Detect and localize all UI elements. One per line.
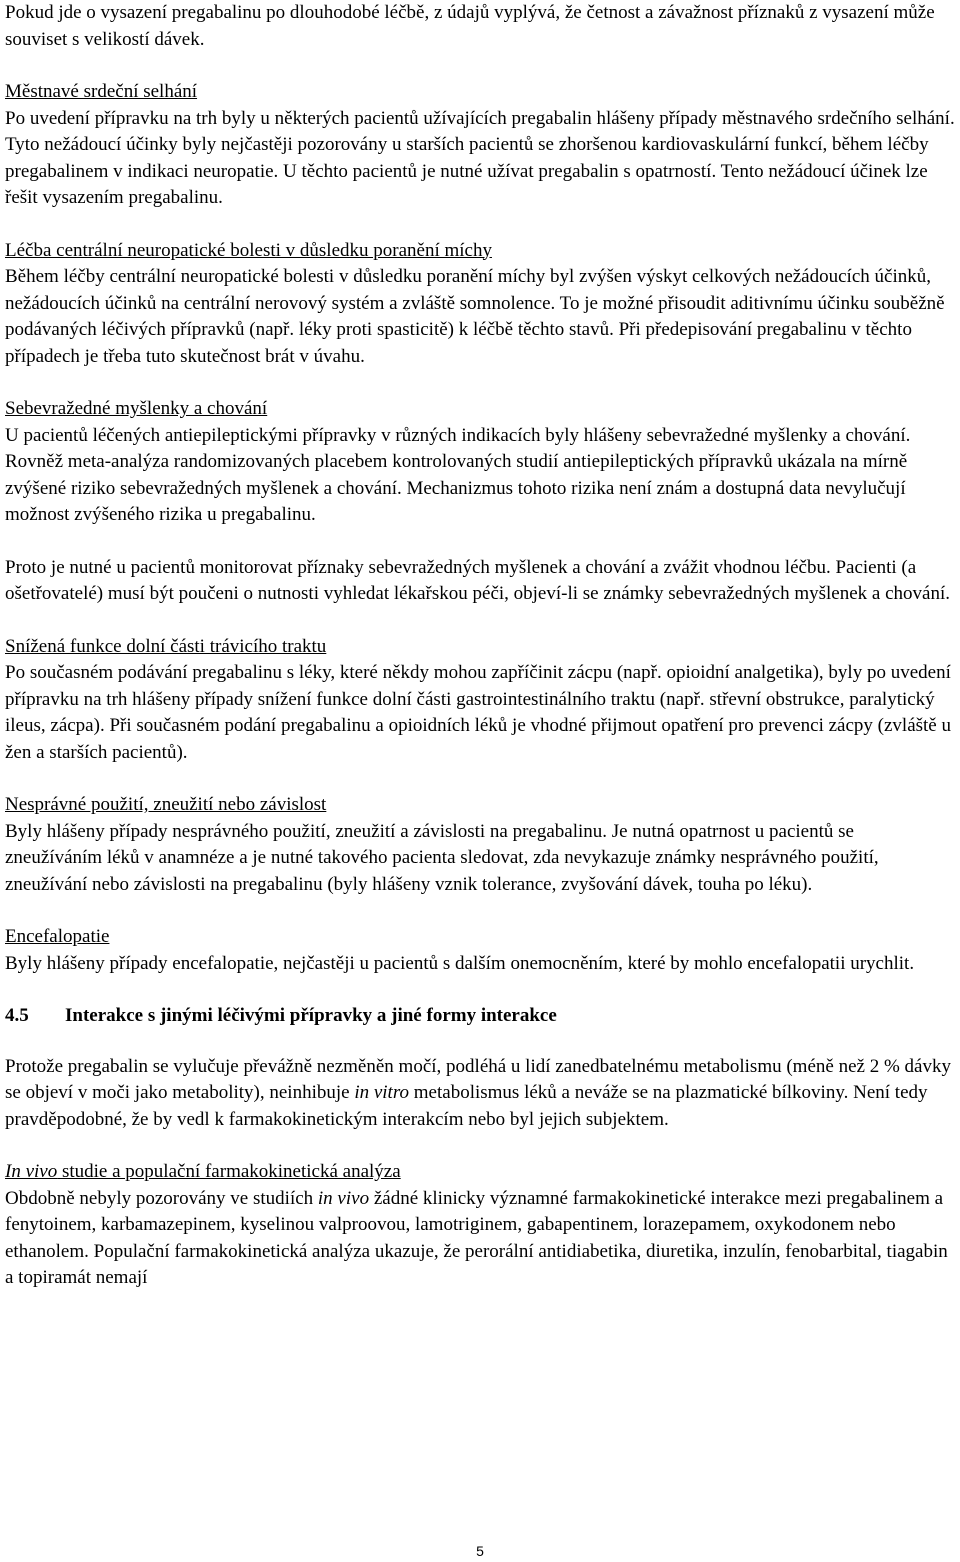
section-encephalopathy [5, 924, 955, 977]
section-4-5-text-italic: in vitro [354, 1082, 410, 1103]
in-vivo-text-italic: in vivo [317, 1187, 370, 1209]
section-suicidal [5, 396, 955, 529]
page-number: 5 [476, 1543, 484, 1559]
section-4-5-text-part-b: metabolismus léků a neváže se na plazmatické bílkoviny. Není tedy pravděpodobné, že by vedl k farmakokinetickým interakcím nebo byl jejich subjektem. [5, 1082, 928, 1130]
section-4-5-text-part-a: Protože pregabalin se vylučuje převážně nezměněn močí, podléhá u lidí zanedbatelnému metabolismu (méně než 2 % dávky se objeví v moči jako metabolity), neinhibuje [5, 1055, 951, 1103]
in-vivo-heading-italic: In vivo [5, 1161, 58, 1182]
heart-failure-heading: Městnavé srdeční selhání [5, 81, 198, 102]
section-4-5-text [5, 1054, 955, 1134]
encephalopathy-text: Byly hlášeny případy encefalopatie, nejčastěji u pacientů s dalším onemocněním, které by mohlo encefalopatii urychlit. [5, 952, 915, 974]
in-vivo-heading [5, 1159, 955, 1186]
in-vivo-text-part-a: Obdobně nebyly pozorovány ve studiích [5, 1187, 318, 1209]
section-misuse [5, 792, 955, 898]
spinal-cord-text: Během léčby centrální neuropatické bolesti v důsledku poranění míchy byl zvýšen výskyt celkových nežádoucích účinků, nežádoucích účinků na centrální nerovový systém a zvláště somnolence. To je možné přisoudit aditivnímu účinku souběžně podávaných léčivých přípravků (např. léky proti spasticitě) k léčbě těchto stavů. Při předepisování pregabalinu v těchto případech je třeba tuto skutečnost brát v úvahu. [5, 266, 945, 367]
gi-tract-text: Po současném podávání pregabalinu s léky, které někdy mohou zapříčinit zácpu (např. opioidní analgetika), byly po uvedení přípravku na trh hlášeny případy snížení funkce dolní části gastrointestinálního traktu (např. střevní obstrukce, paralytický ileus, zácpa). Při současném podání pregabalinu a opioidních léků je vhodné přijmout opatření pro prevenci zácpy (zvláště u žen a starších pacientů). [5, 662, 951, 763]
section-suicidal-followup [5, 555, 955, 608]
in-vivo-heading-rest: studie a populační farmakokinetická analýza [57, 1161, 401, 1182]
intro-paragraph [5, 0, 955, 53]
section-4-5-number: 4.5 [5, 1005, 29, 1026]
misuse-text: Byly hlášeny případy nesprávného použití, zneužití a závislosti na pregabalinu. Je nutná opatrnost u pacientů se zneužíváním léků v anamnéze a je nutné takového pacienta sledovat, zda nevykazuje známky nesprávného použití, zneužívání nebo závislosti na pregabalinu (byly hlášeny vznik tolerance, zvyšování dávek, touha po léku). [5, 820, 879, 895]
suicidal-text-2: Proto je nutné u pacientů monitorovat příznaky sebevražedných myšlenek a chování a zvážit vhodnou léčbu. Pacienti (a ošetřovatelé) musí být poučeni o nutnosti vyhledat lékařskou péči, objeví-li se známky sebevražedných myšlenek a chování. [5, 556, 950, 604]
in-vivo-text-part-b: žádné klinicky významné farmakokinetické interakce mezi pregabalinem a fenytoinem, karbamazepinem, kyselinou valproovou, lamotriginem, gabapentinem, lorazepamem, oxykodonem nebo ethanolem. Populační farmakokinetická analýza ukazuje, že perorální antidiabetika, diuretika, inzulín, fenobarbital, tiagabin a topiramát nemají [5, 1187, 948, 1288]
section-gi-tract [5, 634, 955, 767]
gi-tract-heading: Snížená funkce dolní části trávicího traktu [5, 635, 327, 657]
spinal-cord-heading: Léčba centrální neuropatické bolesti v důsledku poranění míchy [5, 239, 492, 261]
suicidal-heading: Sebevražedné myšlenky a chování [5, 398, 268, 419]
section-4-5-heading [5, 1003, 955, 1030]
section-4-5-body [5, 1054, 955, 1134]
section-in-vivo [5, 1159, 955, 1292]
in-vivo-text [5, 1186, 955, 1292]
suicidal-text: U pacientů léčených antiepileptickými přípravky v různých indikacích byly hlášeny sebevražedné myšlenky a chování. Rovněž meta-analýza randomizovaných placebem kontrolovaných studií antiepileptických přípravků ukázala na mírně zvýšené riziko sebevražedných myšlenek a chování. Mechanizmus tohoto rizika není znám a dostupná data nevylučují možnost zvýšeného rizika u pregabalinu. [5, 424, 911, 525]
document-page [5, 0, 955, 1318]
heart-failure-text: Po uvedení přípravku na trh byly u některých pacientů užívajících pregabalin hlášeny případy městnavého srdečního selhání. Tyto nežádoucí účinky byly nejčastěji pozorovány u starších pacientů se zhoršenou kardiovaskulární funkcí, během léčby pregabalinem v indikaci neuropatie. U těchto pacientů je nutné užívat pregabalin s opatrností. Tento nežádoucí účinek lze řešit vysazením pregabalinu. [5, 107, 955, 208]
misuse-heading: Nesprávné použití, zneužití nebo závislost [5, 794, 327, 815]
encephalopathy-heading: Encefalopatie [5, 926, 110, 947]
section-spinal-cord [5, 238, 955, 371]
intro-text: Pokud jde o vysazení pregabalinu po dlouhodobé léčbě, z údajů vyplývá, že četnost a závažnost příznaků z vysazení může souviset s velikostí dávek. [5, 2, 935, 50]
section-heart-failure [5, 79, 955, 212]
section-4-5-title: Interakce s jinými léčivými přípravky a jiné formy interakce [65, 1005, 557, 1026]
